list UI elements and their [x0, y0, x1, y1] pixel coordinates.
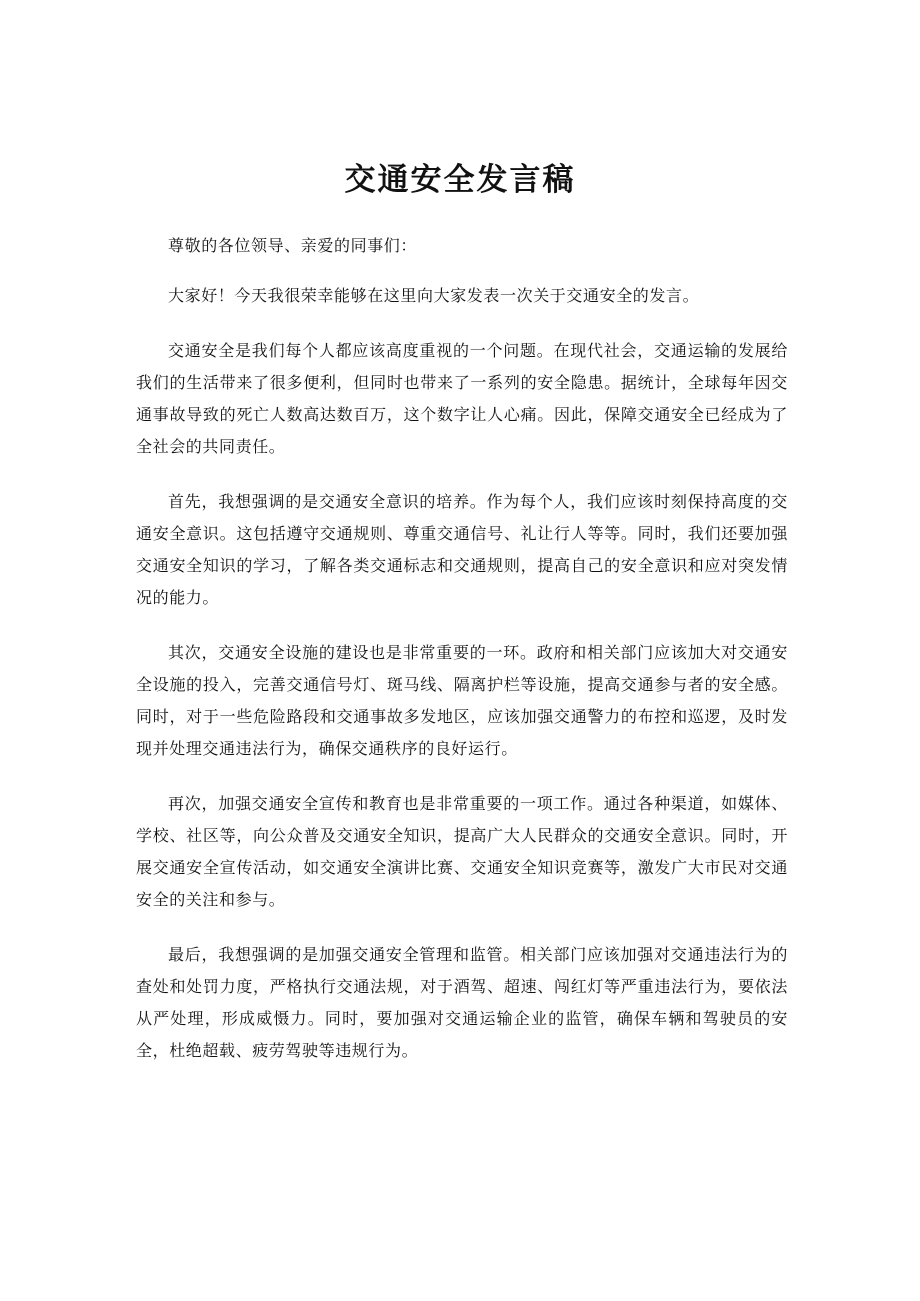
- greeting-paragraph: 大家好！今天我很荣幸能够在这里向大家发表一次关于交通安全的发言。: [168, 286, 700, 305]
- facilities-paragraph: 其次，交通安全设施的建设也是非常重要的一环。政府和相关部门应该加大对交通安全设施的投入，完善交通信号灯、斑马线、隔离护栏等设施，提高交通参与者的安全感。同时，对于一些危险路段和交通事故多发地区，应该加强交通警力的布控和巡逻，及时发现并处理交通违法行为，确保交通秩序的良好运行。: [136, 643, 788, 758]
- education-paragraph: 再次，加强交通安全宣传和教育也是非常重要的一项工作。通过各种渠道，如媒体、学校、社区等，向公众普及交通安全知识，提高广大人民群众的交通安全意识。同时，开展交通安全宣传活动，如交通安全演讲比赛、交通安全知识竞赛等，激发广大市民对交通安全的关注和参与。: [136, 794, 788, 909]
- salutation-paragraph: 尊敬的各位领导、亲爱的同事们：: [168, 236, 418, 255]
- management-paragraph: 最后，我想强调的是加强交通安全管理和监管。相关部门应该加强对交通违法行为的查处和处罚力度，严格执行交通法规，对于酒驾、超速、闯红灯等严重违法行为，要依法从严处理，形成威慑力。同时，要加强对交通运输企业的监管，确保车辆和驾驶员的安全，杜绝超载、疲劳驾驶等违规行为。: [136, 945, 788, 1060]
- document-title: 交通安全发言稿: [344, 162, 576, 198]
- awareness-paragraph: 首先，我想强调的是交通安全意识的培养。作为每个人，我们应该时刻保持高度的交通安全意识。这包括遵守交通规则、尊重交通信号、礼让行人等等。同时，我们还要加强交通安全知识的学习，了解各类交通标志和交通规则，提高自己的安全意识和应对突发情况的能力。: [136, 492, 788, 607]
- intro-paragraph: 交通安全是我们每个人都应该高度重视的一个问题。在现代社会，交通运输的发展给我们的生活带来了很多便利，但同时也带来了一系列的安全隐患。据统计，全球每年因交通事故导致的死亡人数高达数百万，这个数字让人心痛。因此，保障交通安全已经成为了全社会的共同责任。: [136, 341, 788, 456]
- document-body: [136, 230, 788, 1090]
